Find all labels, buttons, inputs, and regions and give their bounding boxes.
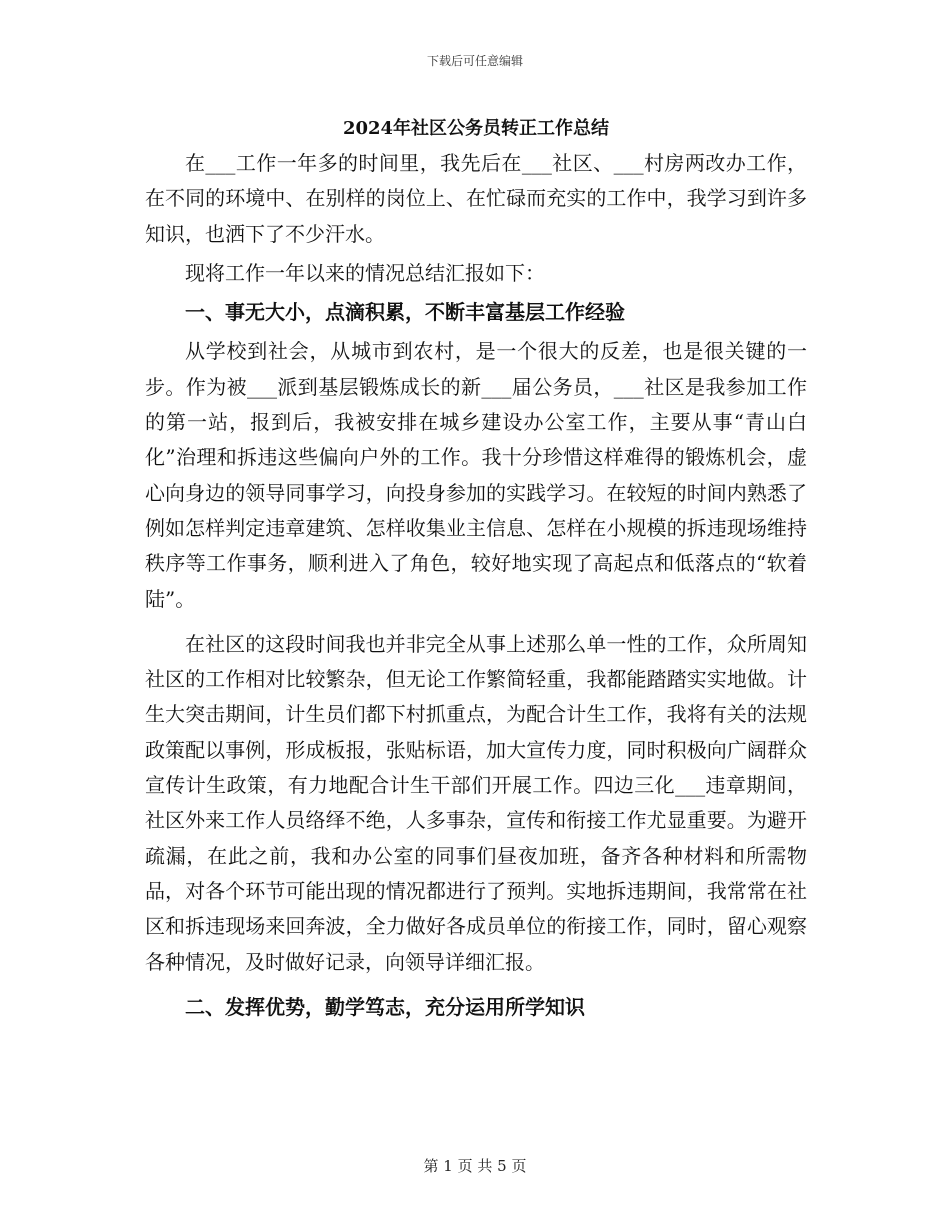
section-2-heading: 二、发挥优势，勤学笃志，充分运用所学知识 [185,994,585,1019]
section-1-paragraph-2: 在社区的这段时间我也并非完全从事上述那么单一性的工作，众所周知社区的工作相对比较繁杂，但无论工作繁简轻重，我都能踏踏实实地做。计生大突击期间，计生员们都下村抓重点，为配合计生工作，我将有关的法规政策配以事例，形成板报，张贴标语，加大宣传力度，同时积极向广阔群众宣传计生政策，有力地配合计生干部们开展工作。四边三化___违章期间，社区外来工作人员络绎不绝，人多事杂，宣传和衔接工作尤显重要。为避开疏漏，在此之前，我和办公室的同事们昼夜加班，备齐各种材料和所需物品，对各个环节可能出现的情况都进行了预判。实地拆违期间，我常常在社区和拆违现场来回奔波，全力做好各成员单位的衔接工作，同时，留心观察各种情况，及时做好记录，向领导详细汇报。 [145,631,807,974]
document-title: 2024年社区公务员转正工作总结 [342,118,610,139]
section-1-heading: 一、事无大小，点滴积累，不断丰富基层工作经验 [185,300,625,325]
page-number-indicator: 第 1 页 共 5 页 [423,1157,527,1175]
section-1-paragraph-1: 从学校到社会，从城市到农村，是一个很大的反差，也是很关键的一步。作为被___派到基层锻炼成长的新___届公务员，___社区是我参加工作的第一站，报到后，我被安排在城乡建设办公室工作，主要从事“青山白化”治理和拆违这些偏向户外的工作。我十分珍惜这样难得的锻炼机会，虚心向身边的领导同事学习，向投身参加的实践学习。在较短的时间内熟悉了例如怎样判定违章建筑、怎样收集业主信息、怎样在小规模的拆违现场维持秩序等工作事务，顺利进入了角色，较好地实现了高起点和低落点的“软着陆”。 [145,339,807,611]
page-header-note: 下载后可任意编辑 [426,54,523,68]
intro-paragraph-1: 在___工作一年多的时间里，我先后在___社区、___村房两改办工作，在不同的环境中、在别样的岗位上、在忙碌而充实的工作中，我学习到许多知识，也洒下了不少汗水。 [145,151,807,246]
intro-paragraph-2: 现将工作一年以来的情况总结汇报如下： [185,260,545,285]
document-body [145,112,807,1025]
